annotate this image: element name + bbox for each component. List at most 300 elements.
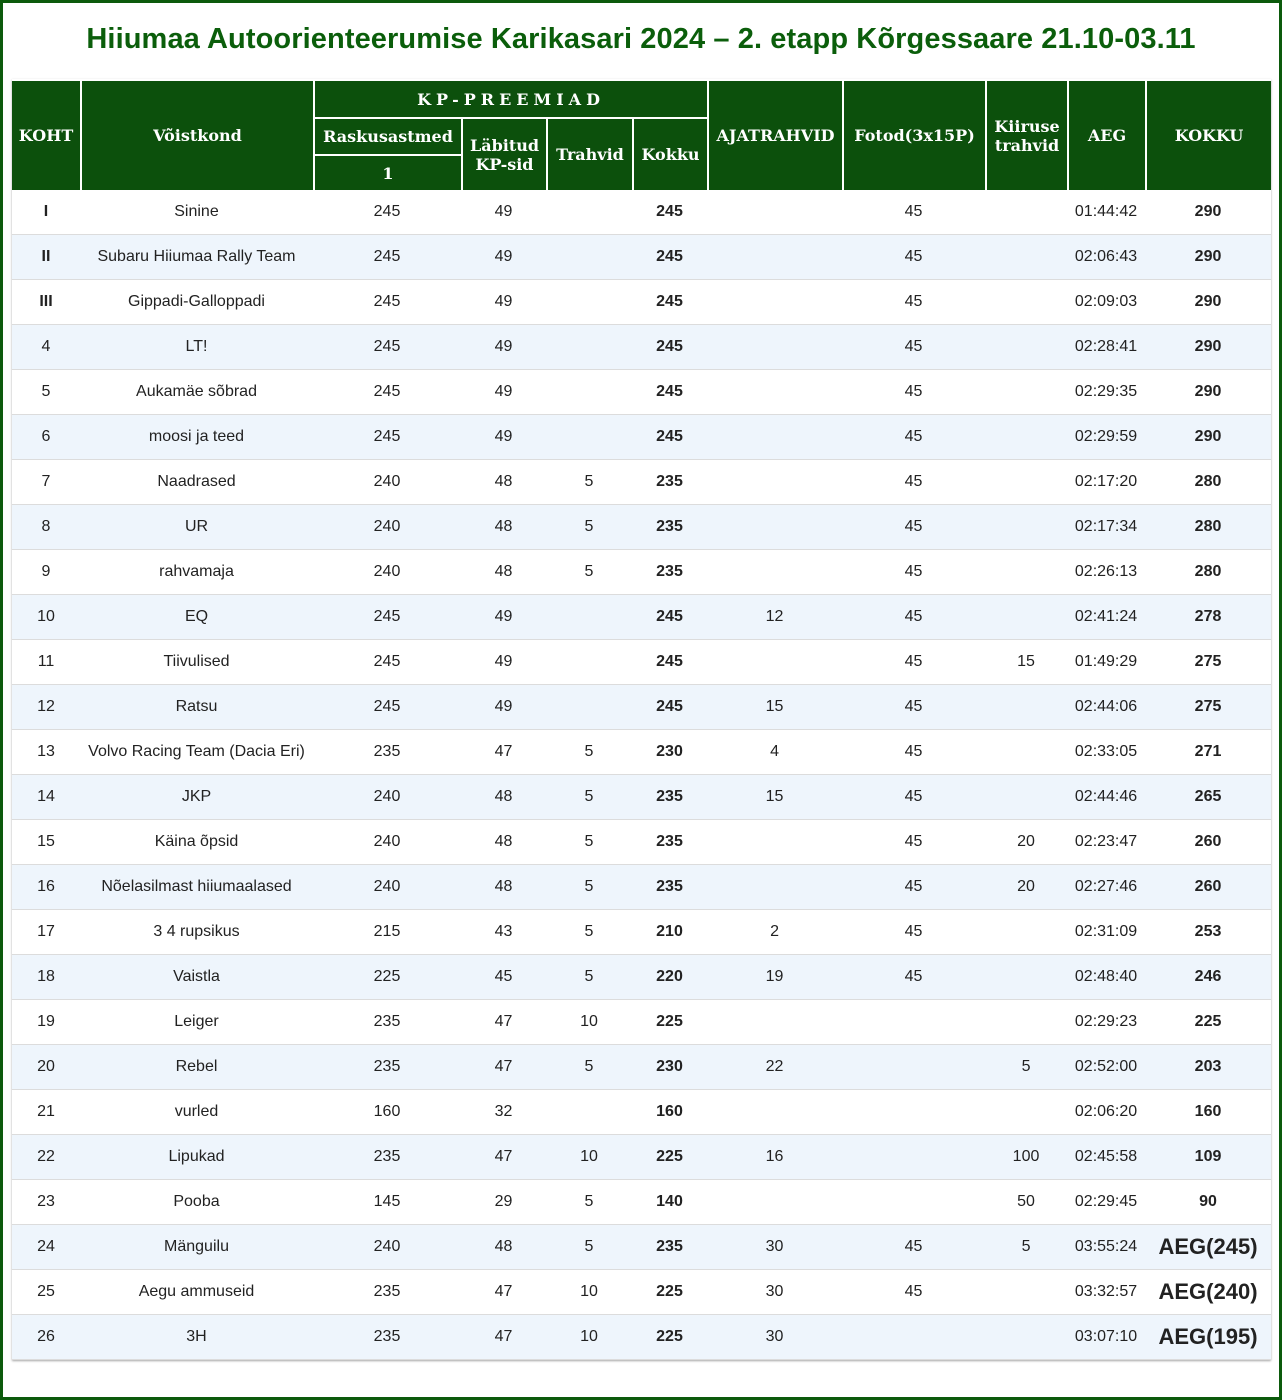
place-cell: 17	[12, 910, 80, 955]
team-name-cell: moosi ja teed	[80, 415, 313, 460]
kp-kokku-cell: 230	[632, 1045, 707, 1090]
team-name-cell: Ratsu	[80, 685, 313, 730]
labitud-cell: 48	[461, 1225, 546, 1270]
raskusastmed-cell: 245	[313, 415, 461, 460]
raskusastmed-cell: 240	[313, 550, 461, 595]
col-voistkond-header: Võistkond	[80, 79, 313, 190]
raskusastmed-cell: 240	[313, 775, 461, 820]
fotod-cell: 45	[842, 370, 985, 415]
place-cell: III	[12, 280, 80, 325]
kiiruse-trahvid-cell	[985, 1090, 1067, 1135]
aeg-cell: 03:55:24	[1067, 1225, 1145, 1270]
ajatrahvid-cell	[707, 460, 842, 505]
fotod-cell: 45	[842, 325, 985, 370]
team-name-cell: Vaistla	[80, 955, 313, 1000]
labitud-cell: 43	[461, 910, 546, 955]
kp-kokku-cell: 235	[632, 550, 707, 595]
place-cell: 22	[12, 1135, 80, 1180]
trahvid-cell: 5	[546, 1045, 632, 1090]
kiiruse-trahvid-cell: 20	[985, 865, 1067, 910]
aeg-cell: 02:09:03	[1067, 280, 1145, 325]
ajatrahvid-cell: 2	[707, 910, 842, 955]
kp-kokku-cell: 245	[632, 640, 707, 685]
aeg-cell: 02:29:59	[1067, 415, 1145, 460]
labitud-cell: 45	[461, 955, 546, 1000]
table-row	[12, 910, 1271, 955]
table-row	[12, 280, 1271, 325]
place-cell: 25	[12, 1270, 80, 1315]
fotod-cell: 45	[842, 640, 985, 685]
total-cell: 290	[1145, 415, 1271, 460]
total-cell: AEG(245)	[1145, 1225, 1271, 1270]
ajatrahvid-cell: 16	[707, 1135, 842, 1180]
team-name-cell: Sinine	[80, 190, 313, 235]
ajatrahvid-cell	[707, 235, 842, 280]
raskusastmed-cell: 245	[313, 685, 461, 730]
team-name-cell: Nõelasilmast hiiumaalased	[80, 865, 313, 910]
table-row	[12, 1000, 1271, 1045]
table-row	[12, 550, 1271, 595]
col-kiiruse-trahvid-header	[985, 79, 1067, 190]
table-body	[12, 190, 1271, 1360]
labitud-line1: Läbitud	[469, 135, 540, 155]
kiiruse-trahvid-cell: 100	[985, 1135, 1067, 1180]
trahvid-cell: 5	[546, 460, 632, 505]
labitud-line2: KP-sid	[475, 154, 534, 174]
ajatrahvid-cell: 15	[707, 685, 842, 730]
kp-kokku-cell: 245	[632, 595, 707, 640]
col-trahvid-header: Trahvid	[546, 117, 632, 190]
kp-kokku-cell: 235	[632, 460, 707, 505]
place-cell: 11	[12, 640, 80, 685]
labitud-cell: 48	[461, 865, 546, 910]
table-row	[12, 1225, 1271, 1270]
labitud-cell: 47	[461, 1045, 546, 1090]
total-cell: 275	[1145, 685, 1271, 730]
total-cell: 290	[1145, 325, 1271, 370]
raskusastmed-cell: 235	[313, 1045, 461, 1090]
team-name-cell: Aukamäe sõbrad	[80, 370, 313, 415]
trahvid-cell	[546, 640, 632, 685]
raskusastmed-cell: 245	[313, 235, 461, 280]
trahvid-cell	[546, 415, 632, 460]
total-cell: 253	[1145, 910, 1271, 955]
trahvid-cell: 5	[546, 820, 632, 865]
trahvid-cell: 5	[546, 1225, 632, 1270]
team-name-cell: Volvo Racing Team (Dacia Eri)	[80, 730, 313, 775]
table-row	[12, 370, 1271, 415]
table-row	[12, 1270, 1271, 1315]
place-cell: 21	[12, 1090, 80, 1135]
total-cell: AEG(240)	[1145, 1270, 1271, 1315]
raskusastmed-cell: 245	[313, 370, 461, 415]
raskusastmed-cell: 225	[313, 955, 461, 1000]
labitud-cell: 47	[461, 1315, 546, 1360]
aeg-cell: 02:27:46	[1067, 865, 1145, 910]
labitud-cell: 49	[461, 235, 546, 280]
total-cell: 265	[1145, 775, 1271, 820]
trahvid-cell: 5	[546, 730, 632, 775]
table-row	[12, 1180, 1271, 1225]
labitud-cell: 47	[461, 1135, 546, 1180]
total-cell: 271	[1145, 730, 1271, 775]
labitud-cell: 48	[461, 550, 546, 595]
total-cell: 280	[1145, 505, 1271, 550]
raskusastmed-cell: 245	[313, 595, 461, 640]
place-cell: 16	[12, 865, 80, 910]
ajatrahvid-cell	[707, 370, 842, 415]
fotod-cell	[842, 1180, 985, 1225]
total-cell: 278	[1145, 595, 1271, 640]
col-kp-preemiad-header: KP-PREEMIAD	[313, 79, 707, 117]
total-cell: 225	[1145, 1000, 1271, 1045]
fotod-cell: 45	[842, 550, 985, 595]
col-ajatrahvid-header: AJATRAHVID	[707, 79, 842, 190]
table-row	[12, 505, 1271, 550]
trahvid-cell: 5	[546, 910, 632, 955]
labitud-cell: 49	[461, 595, 546, 640]
place-cell: 15	[12, 820, 80, 865]
table-row	[12, 685, 1271, 730]
table-row	[12, 820, 1271, 865]
team-name-cell: UR	[80, 505, 313, 550]
col-aeg-header: AEG	[1067, 79, 1145, 190]
team-name-cell: Rebel	[80, 1045, 313, 1090]
kiiruse-trahvid-cell	[985, 235, 1067, 280]
table-row	[12, 415, 1271, 460]
kp-kokku-cell: 245	[632, 190, 707, 235]
kp-kokku-cell: 225	[632, 1135, 707, 1180]
total-cell: 203	[1145, 1045, 1271, 1090]
ajatrahvid-cell: 19	[707, 955, 842, 1000]
place-cell: 14	[12, 775, 80, 820]
ajatrahvid-cell: 15	[707, 775, 842, 820]
raskusastmed-cell: 215	[313, 910, 461, 955]
kiiruse-trahvid-cell	[985, 595, 1067, 640]
team-name-cell: rahvamaja	[80, 550, 313, 595]
fotod-cell: 45	[842, 730, 985, 775]
fotod-cell: 45	[842, 1270, 985, 1315]
aeg-cell: 03:07:10	[1067, 1315, 1145, 1360]
kiiruse-trahvid-cell	[985, 325, 1067, 370]
col-raskusastmed-header: Raskusastmed	[313, 117, 461, 154]
aeg-cell: 02:29:23	[1067, 1000, 1145, 1045]
fotod-cell: 45	[842, 685, 985, 730]
trahvid-cell	[546, 1090, 632, 1135]
kiiruse-trahvid-cell	[985, 370, 1067, 415]
raskusastmed-cell: 240	[313, 505, 461, 550]
place-cell: 12	[12, 685, 80, 730]
place-cell: I	[12, 190, 80, 235]
trahvid-cell	[546, 325, 632, 370]
trahvid-cell	[546, 190, 632, 235]
total-cell: 260	[1145, 820, 1271, 865]
place-cell: 6	[12, 415, 80, 460]
ajatrahvid-cell	[707, 505, 842, 550]
place-cell: 19	[12, 1000, 80, 1045]
place-cell: 26	[12, 1315, 80, 1360]
trahvid-cell	[546, 235, 632, 280]
aeg-cell: 02:33:05	[1067, 730, 1145, 775]
trahvid-cell	[546, 595, 632, 640]
total-cell: 280	[1145, 460, 1271, 505]
fotod-cell: 45	[842, 1225, 985, 1270]
aeg-cell: 02:41:24	[1067, 595, 1145, 640]
aeg-cell: 02:52:00	[1067, 1045, 1145, 1090]
kiiruse-trahvid-cell: 5	[985, 1225, 1067, 1270]
place-cell: 20	[12, 1045, 80, 1090]
ajatrahvid-cell	[707, 550, 842, 595]
team-name-cell: Pooba	[80, 1180, 313, 1225]
team-name-cell: 3H	[80, 1315, 313, 1360]
labitud-cell: 29	[461, 1180, 546, 1225]
kp-kokku-cell: 245	[632, 235, 707, 280]
ajatrahvid-cell	[707, 415, 842, 460]
ajatrahvid-cell	[707, 820, 842, 865]
kp-kokku-cell: 140	[632, 1180, 707, 1225]
aeg-cell: 02:06:43	[1067, 235, 1145, 280]
kiiruse-trahvid-cell	[985, 1270, 1067, 1315]
kiiruse-trahvid-cell	[985, 775, 1067, 820]
team-name-cell: vurled	[80, 1090, 313, 1135]
fotod-cell: 45	[842, 190, 985, 235]
team-name-cell: 3 4 rupsikus	[80, 910, 313, 955]
raskusastmed-cell: 245	[313, 280, 461, 325]
kiiruse-trahvid-cell	[985, 460, 1067, 505]
kiiruse-trahvid-cell	[985, 415, 1067, 460]
ajatrahvid-cell	[707, 640, 842, 685]
table-row	[12, 325, 1271, 370]
kiiruse-trahvid-cell: 5	[985, 1045, 1067, 1090]
trahvid-cell: 5	[546, 955, 632, 1000]
kp-kokku-cell: 225	[632, 1270, 707, 1315]
aeg-cell: 02:28:41	[1067, 325, 1145, 370]
col-kokku-kp-header: Kokku	[632, 117, 707, 190]
team-name-cell: Naadrased	[80, 460, 313, 505]
labitud-cell: 47	[461, 730, 546, 775]
aeg-cell: 02:23:47	[1067, 820, 1145, 865]
aeg-cell: 03:32:57	[1067, 1270, 1145, 1315]
page-title: Hiiumaa Autoorienteerumise Karikasari 2024 – 2. etapp Kõrgessaare 21.10-03.11	[86, 23, 1196, 55]
raskusastmed-cell: 245	[313, 190, 461, 235]
total-cell: 290	[1145, 370, 1271, 415]
raskusastmed-cell: 245	[313, 325, 461, 370]
kiiruse-line2: trahvid	[994, 135, 1060, 155]
ajatrahvid-cell: 22	[707, 1045, 842, 1090]
total-cell: 260	[1145, 865, 1271, 910]
place-cell: 7	[12, 460, 80, 505]
table-row	[12, 1135, 1271, 1180]
kiiruse-trahvid-cell	[985, 1315, 1067, 1360]
kiiruse-line1: Kiiruse	[994, 116, 1060, 136]
col-kokku-header: KOKKU	[1145, 79, 1271, 190]
total-cell: 275	[1145, 640, 1271, 685]
col-fotod-header: Fotod(3x15P)	[842, 79, 985, 190]
team-name-cell: Lipukad	[80, 1135, 313, 1180]
ajatrahvid-cell	[707, 325, 842, 370]
aeg-cell: 02:45:58	[1067, 1135, 1145, 1180]
fotod-cell: 45	[842, 595, 985, 640]
fotod-cell: 45	[842, 910, 985, 955]
trahvid-cell	[546, 685, 632, 730]
total-cell: 109	[1145, 1135, 1271, 1180]
aeg-cell: 02:48:40	[1067, 955, 1145, 1000]
ajatrahvid-cell: 12	[707, 595, 842, 640]
place-cell: II	[12, 235, 80, 280]
fotod-cell: 45	[842, 865, 985, 910]
team-name-cell: Mänguilu	[80, 1225, 313, 1270]
total-cell: 160	[1145, 1090, 1271, 1135]
fotod-cell: 45	[842, 280, 985, 325]
trahvid-cell: 10	[546, 1270, 632, 1315]
raskusastmed-cell: 245	[313, 640, 461, 685]
team-name-cell: EQ	[80, 595, 313, 640]
labitud-cell: 49	[461, 370, 546, 415]
table-row	[12, 730, 1271, 775]
fotod-cell: 45	[842, 820, 985, 865]
table-row	[12, 460, 1271, 505]
trahvid-cell: 5	[546, 550, 632, 595]
team-name-cell: Gippadi-Galloppadi	[80, 280, 313, 325]
ajatrahvid-cell: 30	[707, 1225, 842, 1270]
results-table	[12, 79, 1271, 1360]
trahvid-cell: 10	[546, 1000, 632, 1045]
ajatrahvid-cell	[707, 1000, 842, 1045]
aeg-cell: 02:17:20	[1067, 460, 1145, 505]
aeg-cell: 02:26:13	[1067, 550, 1145, 595]
raskusastmed-cell: 235	[313, 730, 461, 775]
fotod-cell: 45	[842, 415, 985, 460]
kiiruse-trahvid-cell: 15	[985, 640, 1067, 685]
total-cell: 290	[1145, 280, 1271, 325]
team-name-cell: Tiivulised	[80, 640, 313, 685]
labitud-cell: 48	[461, 775, 546, 820]
fotod-cell	[842, 1090, 985, 1135]
aeg-cell: 02:06:20	[1067, 1090, 1145, 1135]
labitud-cell: 49	[461, 685, 546, 730]
place-cell: 13	[12, 730, 80, 775]
place-cell: 24	[12, 1225, 80, 1270]
kiiruse-trahvid-cell	[985, 685, 1067, 730]
kiiruse-trahvid-cell	[985, 190, 1067, 235]
team-name-cell: Käina õpsid	[80, 820, 313, 865]
aeg-cell: 02:29:45	[1067, 1180, 1145, 1225]
kp-kokku-cell: 160	[632, 1090, 707, 1135]
kiiruse-trahvid-cell	[985, 505, 1067, 550]
raskusastmed-cell: 235	[313, 1000, 461, 1045]
kp-kokku-cell: 235	[632, 865, 707, 910]
aeg-cell: 02:31:09	[1067, 910, 1145, 955]
trahvid-cell: 10	[546, 1315, 632, 1360]
aeg-cell: 01:49:29	[1067, 640, 1145, 685]
ajatrahvid-cell: 30	[707, 1270, 842, 1315]
trahvid-cell: 5	[546, 865, 632, 910]
labitud-cell: 32	[461, 1090, 546, 1135]
kp-kokku-cell: 245	[632, 685, 707, 730]
raskusastmed-cell: 235	[313, 1270, 461, 1315]
kp-kokku-cell: 245	[632, 325, 707, 370]
labitud-cell: 48	[461, 460, 546, 505]
fotod-cell	[842, 1135, 985, 1180]
total-cell: 280	[1145, 550, 1271, 595]
team-name-cell: Aegu ammuseid	[80, 1270, 313, 1315]
table-row	[12, 235, 1271, 280]
trahvid-cell: 5	[546, 505, 632, 550]
place-cell: 8	[12, 505, 80, 550]
ajatrahvid-cell	[707, 865, 842, 910]
ajatrahvid-cell	[707, 1090, 842, 1135]
labitud-cell: 49	[461, 415, 546, 460]
fotod-cell	[842, 1315, 985, 1360]
kiiruse-trahvid-cell	[985, 280, 1067, 325]
place-cell: 5	[12, 370, 80, 415]
ajatrahvid-cell	[707, 1180, 842, 1225]
total-cell: 290	[1145, 235, 1271, 280]
place-cell: 18	[12, 955, 80, 1000]
kiiruse-trahvid-cell	[985, 730, 1067, 775]
raskusastmed-cell: 240	[313, 865, 461, 910]
kp-kokku-cell: 235	[632, 505, 707, 550]
raskusastmed-cell: 240	[313, 820, 461, 865]
fotod-cell: 45	[842, 955, 985, 1000]
raskusastmed-cell: 240	[313, 460, 461, 505]
raskusastmed-cell: 160	[313, 1090, 461, 1135]
kp-kokku-cell: 230	[632, 730, 707, 775]
kp-kokku-cell: 210	[632, 910, 707, 955]
place-cell: 10	[12, 595, 80, 640]
kiiruse-trahvid-cell	[985, 955, 1067, 1000]
kp-kokku-cell: 225	[632, 1000, 707, 1045]
raskusastmed-cell: 235	[313, 1315, 461, 1360]
kiiruse-trahvid-cell: 50	[985, 1180, 1067, 1225]
labitud-cell: 47	[461, 1000, 546, 1045]
raskusastmed-cell: 240	[313, 1225, 461, 1270]
raskusastmed-cell: 145	[313, 1180, 461, 1225]
total-cell: 290	[1145, 190, 1271, 235]
fotod-cell: 45	[842, 775, 985, 820]
fotod-cell: 45	[842, 505, 985, 550]
kp-kokku-cell: 235	[632, 775, 707, 820]
place-cell: 9	[12, 550, 80, 595]
fotod-cell: 45	[842, 460, 985, 505]
trahvid-cell	[546, 280, 632, 325]
col-koht-header: KOHT	[12, 79, 80, 190]
table-row	[12, 1315, 1271, 1360]
labitud-cell: 49	[461, 640, 546, 685]
team-name-cell: LT!	[80, 325, 313, 370]
aeg-cell: 02:29:35	[1067, 370, 1145, 415]
team-name-cell: Leiger	[80, 1000, 313, 1045]
table-row	[12, 1090, 1271, 1135]
kiiruse-trahvid-cell	[985, 910, 1067, 955]
trahvid-cell: 5	[546, 775, 632, 820]
kp-kokku-cell: 220	[632, 955, 707, 1000]
trahvid-cell: 5	[546, 1180, 632, 1225]
ajatrahvid-cell	[707, 280, 842, 325]
table-row	[12, 1045, 1271, 1090]
kp-kokku-cell: 235	[632, 1225, 707, 1270]
table-row	[12, 955, 1271, 1000]
labitud-cell: 49	[461, 325, 546, 370]
col-labitud-header	[461, 117, 546, 190]
labitud-cell: 47	[461, 1270, 546, 1315]
fotod-cell: 45	[842, 235, 985, 280]
aeg-cell: 02:44:46	[1067, 775, 1145, 820]
kiiruse-trahvid-cell: 20	[985, 820, 1067, 865]
fotod-cell	[842, 1045, 985, 1090]
total-cell: AEG(195)	[1145, 1315, 1271, 1360]
labitud-cell: 48	[461, 505, 546, 550]
